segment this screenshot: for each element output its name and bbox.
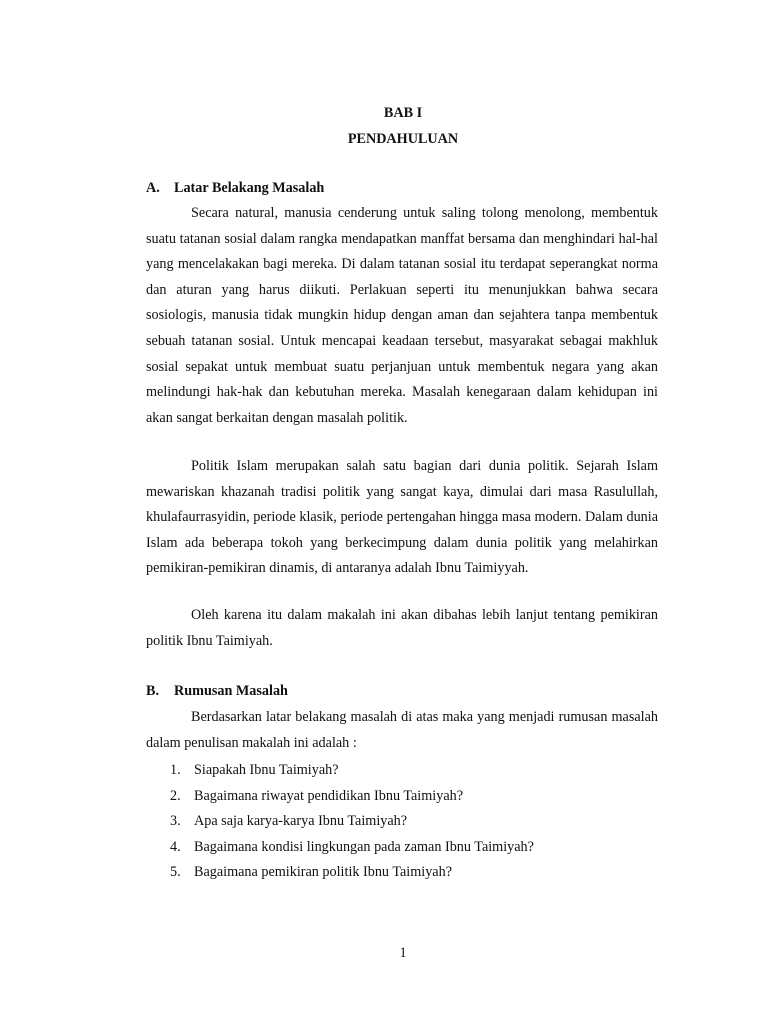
section-b-intro: Berdasarkan latar belakang masalah di atas maka yang menjadi rumusan masalah dalam penulisan makalah ini adalah : bbox=[146, 709, 658, 751]
section-a-paragraph-1: Secara natural, manusia cenderung untuk saling tolong menolong, membentuk suatu tatanan sosial dalam rangka mendapatkan manffat bersama dan menghindari hal-hal yang mencelakakan bagi mereka. Di dalam tatanan sosial itu terdapat seperangkat norma dan aturan yang harus diikuti. Perlakuan seperti itu menunjukkan bahwa secara sosiologis, manusia tidak mungkin hidup dengan aman dan sejahtera tanpa membentuk sebuah tatanan sosial. Untuk mencapai keadaan tersebut, masyarakat sebagai makhluk sosial sepakat untuk membuat suatu perjanjuan untuk membentuk negara yang akan melindungi hak-hak dan kebutuhan mereka. Masalah kenegaraan dalam kehidupan ini akan sangat berkaitan dengan masalah politik. bbox=[146, 205, 658, 426]
page-number: 1 bbox=[399, 945, 407, 961]
list-item-number: 4. bbox=[170, 838, 181, 855]
list-item bbox=[170, 860, 534, 886]
section-a-heading bbox=[146, 180, 324, 197]
list-item bbox=[170, 758, 534, 784]
list-item-text: Apa saja karya-karya Ibnu Taimiyah? bbox=[194, 813, 408, 830]
list-item-text: Bagaimana riwayat pendidikan Ibnu Taimiyah? bbox=[194, 787, 464, 804]
section-a-paragraph-2: Politik Islam merupakan salah satu bagian dari dunia politik. Sejarah Islam mewariskan khazanah tradisi politik yang sangat kaya, dimulai dari masa Rasulullah, khulafaurrasyidin, periode klasik, periode pertengahan hingga masa modern. Dalam dunia Islam ada beberapa tokoh yang berkecimpung dalam dunia politik yang melahirkan pemikiran-pemikiran dinamis, di antaranya adalah Ibnu Taimiyyah. bbox=[146, 458, 658, 577]
list-item-number: 3. bbox=[170, 813, 181, 830]
section-a-title: Latar Belakang Masalah bbox=[174, 180, 325, 196]
list-item-number: 5. bbox=[170, 864, 181, 881]
list-item-number: 1. bbox=[170, 762, 181, 778]
chapter-label: BAB I bbox=[383, 105, 423, 121]
section-b-letter: B. bbox=[146, 683, 160, 699]
section-b-heading bbox=[146, 683, 288, 700]
section-a-letter: A. bbox=[146, 180, 160, 196]
list-item-text: Siapakah Ibnu Taimiyah? bbox=[194, 762, 339, 778]
research-questions-list bbox=[170, 758, 534, 886]
list-item bbox=[170, 809, 534, 835]
chapter-title: PENDAHULUAN bbox=[347, 131, 459, 147]
section-b-title: Rumusan Masalah bbox=[174, 683, 288, 699]
list-item bbox=[170, 835, 534, 861]
list-item bbox=[170, 784, 534, 810]
list-item-text: Bagaimana pemikiran politik Ibnu Taimiyah? bbox=[194, 864, 452, 881]
section-a-paragraph-3: Oleh karena itu dalam makalah ini akan dibahas lebih lanjut tentang pemikiran politik Ibnu Taimiyah. bbox=[146, 607, 658, 649]
list-item-text: Bagaimana kondisi lingkungan pada zaman Ibnu Taimiyah? bbox=[194, 838, 534, 855]
list-item-number: 2. bbox=[170, 787, 181, 804]
